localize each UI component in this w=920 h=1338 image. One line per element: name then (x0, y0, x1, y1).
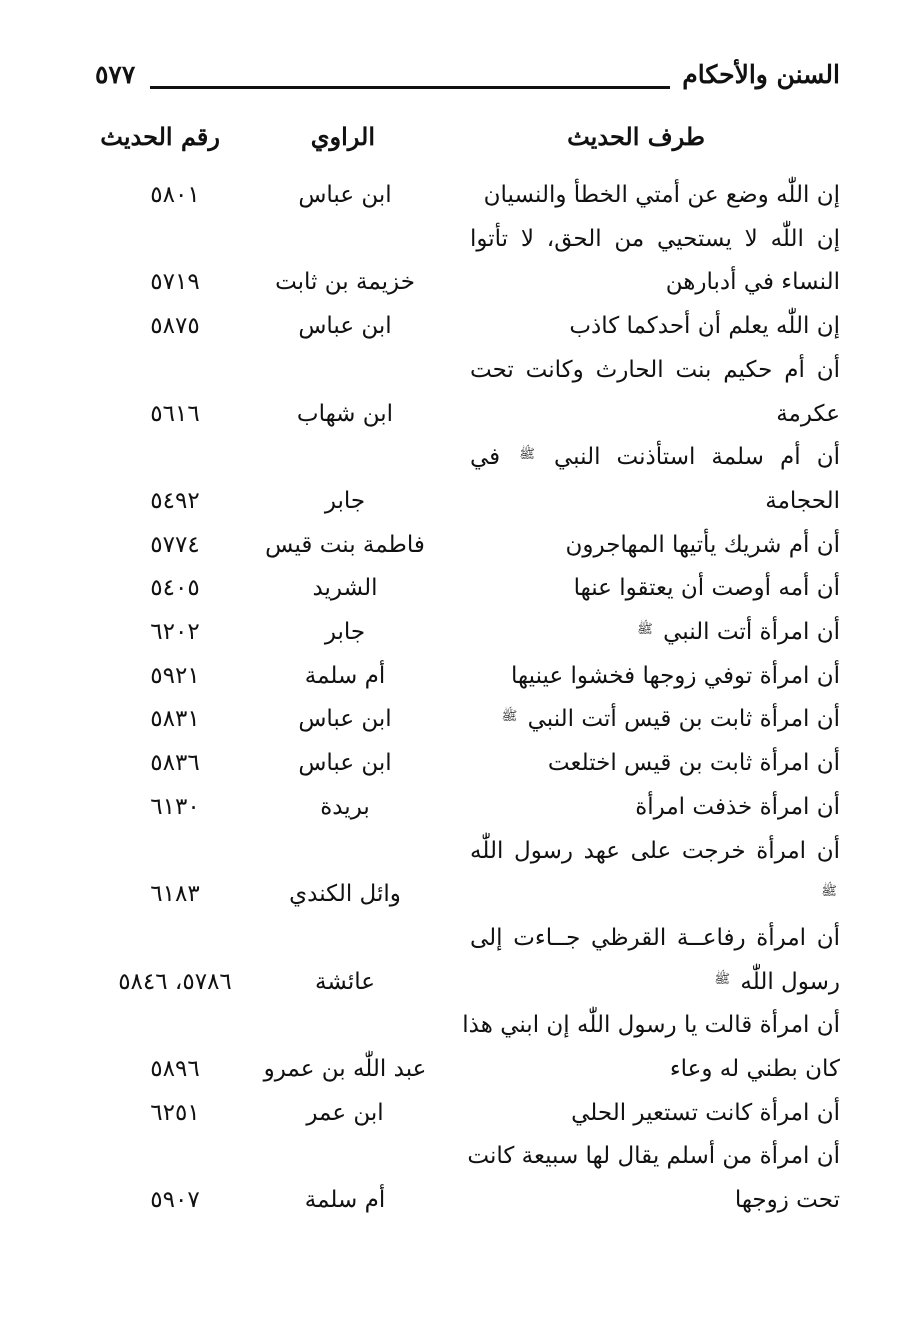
hadith-number: ٦٢٥١ (150, 1099, 200, 1126)
hadith-number: ٥٤٩٢ (150, 487, 200, 514)
hadith-number: ٥٨٩٦ (150, 1056, 200, 1082)
column-header-number: رقم الحديث (100, 122, 220, 151)
hadith-number: ٥٩٠٧ (150, 1187, 200, 1214)
hadith-text-line: عكرمة (776, 400, 840, 427)
hadith-text-line: أن امرأة توفي زوجها فخشوا عينيها (511, 662, 840, 689)
hadith-text-line: أن امرأة رفاعــة القرظي جــاءت إلى (470, 924, 840, 951)
hadith-number: ٥٧١٩ (150, 269, 200, 296)
narrator-name: الشريد (312, 575, 378, 602)
hadith-text-line: أن أم سلمة استأذنت النبي $^ﷺ$ في (470, 444, 840, 471)
hadith-text-line: أن امرأة خذفت امرأة (635, 793, 840, 820)
narrator-name: عبد اللّٰه بن عمرو (263, 1056, 427, 1082)
hadith-number: ٥٨٠١ (150, 182, 200, 208)
hadith-text-line: أن أم حكيم بنت الحارث وكانت تحت (470, 356, 840, 383)
hadith-number: ٥٧٧٤ (150, 531, 200, 558)
narrator-name: عائشة (315, 968, 375, 995)
page-number: ٥٧٧ (95, 60, 136, 89)
hadith-text-line: أن أم شريك يأتيها المهاجرون (565, 531, 840, 558)
narrator-name: وائل الكندي (289, 881, 401, 908)
column-header-hadith: طرف الحديث (567, 122, 705, 151)
hadith-text-line: إن اللّٰه لا يستحيي من الحق، لا تأتوا (470, 225, 840, 252)
book-title: السنن والأحكام (682, 60, 840, 89)
column-headers (0, 122, 920, 166)
honorific-ligature: ﷺ (714, 971, 731, 987)
honorific-ligature: ﷺ (519, 447, 535, 463)
narrator-name: بريدة (320, 793, 370, 820)
narrator-name: ابن شهاب (296, 400, 394, 427)
hadith-text-line: أن امرأة قالت يا رسول اللّٰه إن ابني هذا (462, 1012, 840, 1039)
narrator-name: فاطمة بنت قيس (265, 531, 425, 558)
hadith-number: ٦١٣٠ (150, 793, 200, 820)
hadith-text-line: أن امرأة خرجت على عهد رسول اللّٰه (470, 837, 840, 864)
hadith-text-line: تحت زوجها (734, 1187, 840, 1214)
narrator-name: ابن عباس (298, 750, 392, 777)
hadith-number: ٥٨٣١ (150, 706, 200, 733)
hadith-text-line: أن امرأة ثابت بن قيس اختلعت (547, 750, 840, 777)
hadith-text-line: إن اللّٰه يعلم أن أحدكما كاذب (569, 313, 840, 340)
hadith-number: ٦٢٠٢ (150, 619, 200, 645)
hadith-number: ٥٤٠٥ (150, 575, 200, 602)
narrator-name: ابن عمر (306, 1099, 384, 1126)
narrator-name: أم سلمة (304, 1187, 386, 1214)
narrator-name: ابن عباس (298, 182, 392, 208)
honorific-ligature: ﷺ (501, 709, 518, 725)
narrator-name: جابر (324, 487, 366, 514)
narrator-name: خزيمة بن ثابت (275, 269, 415, 296)
hadith-number: ٦١٨٣ (150, 881, 200, 908)
hadith-text-line: كان بطني له وعاء (669, 1056, 840, 1082)
hadith-text-line: أن امرأة أتت النبي $^ﷺ$ (637, 619, 840, 645)
hadith-text-line (470, 881, 840, 907)
honorific-ligature: ﷺ (821, 884, 837, 900)
hadith-text-line: أن امرأة من أسلم يقال لها سبيعة كانت (467, 1143, 840, 1170)
hadith-text-line: الحجامة (765, 487, 840, 514)
hadith-text-line: أن امرأة ثابت بن قيس أتت النبي $^ﷺ$ (501, 706, 840, 733)
hadith-text-line: أن امرأة كانت تستعير الحلي (571, 1099, 840, 1126)
running-head (95, 58, 840, 98)
hadith-number: ٥٨٧٥ (150, 313, 200, 340)
narrator-name: ابن عباس (298, 313, 392, 340)
narrator-name: أم سلمة (304, 662, 386, 689)
narrator-name: ابن عباس (298, 706, 392, 733)
hadith-number: ٥٧٨٦، ٥٨٤٦ (118, 968, 232, 995)
honorific-ligature: ﷺ (637, 622, 653, 637)
hadith-text-line: إن اللّٰه وضع عن أمتي الخطأ والنسيان (483, 182, 840, 208)
hadith-text-line: أن أمه أوصت أن يعتقوا عنها (573, 575, 840, 602)
header-rule (150, 86, 670, 89)
column-header-narrator: الراوي (310, 122, 375, 151)
hadith-number: ٥٦١٦ (150, 400, 200, 427)
hadith-text-line: رسول اللّٰه $^ﷺ$ (714, 968, 840, 995)
hadith-text-line: النساء في أدبارهن (665, 269, 840, 296)
hadith-number: ٥٩٢١ (150, 662, 200, 689)
narrator-name: جابر (324, 619, 366, 645)
hadith-number: ٥٨٣٦ (150, 750, 200, 777)
